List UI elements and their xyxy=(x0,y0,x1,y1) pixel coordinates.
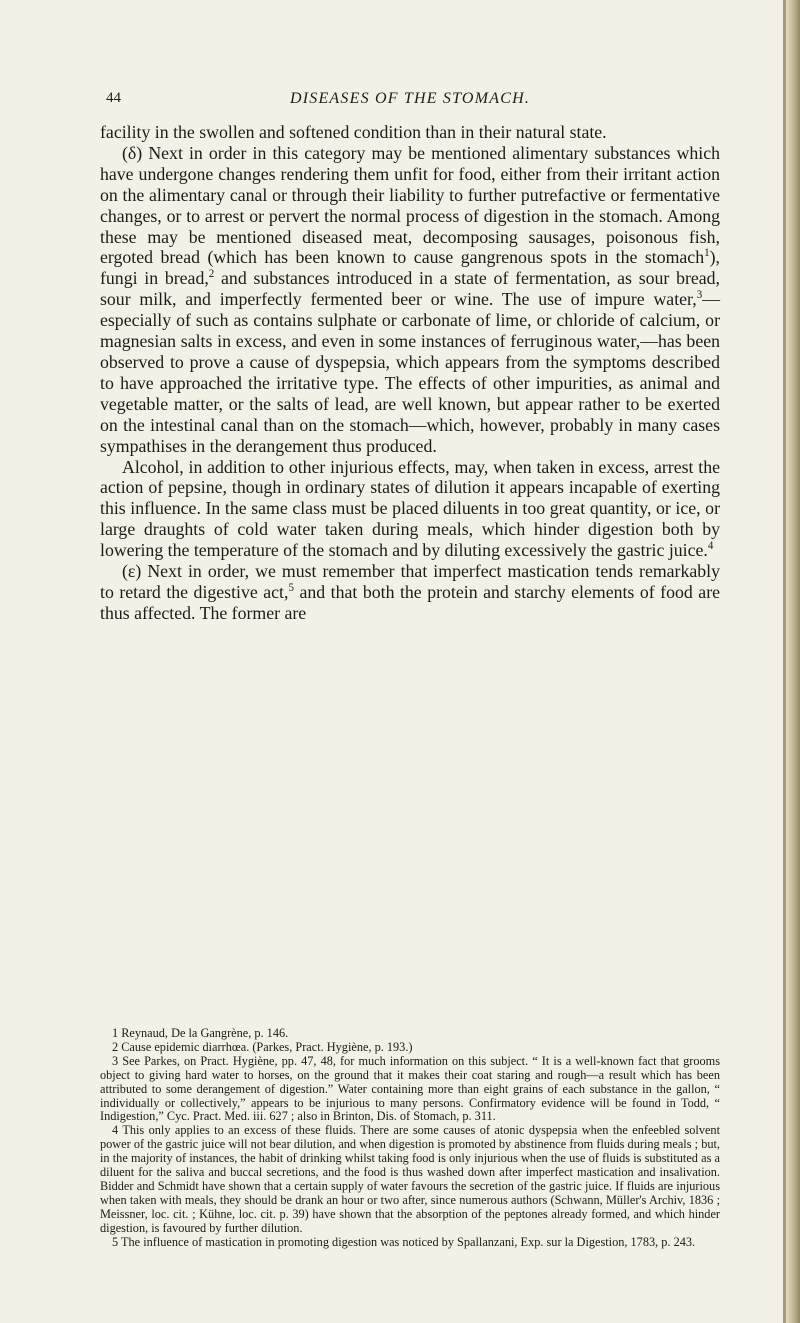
body-text xyxy=(100,122,720,624)
paragraph-text: and that both the protein and starchy elements of food are thus affected. The former are xyxy=(100,581,721,623)
paragraph-text: Alcohol, in addition to other injurious effects, may, when taken in excess, arrest the action of pepsine, though in ordinary states of dilution it appears incapable of exerting this influence. In the same class must be placed diluents in too great quantity, or ice, or large draughts of cold water taken during meals, which hinder digestion both by lowering the temperature of the stomach and by diluting excessively the gastric juice. xyxy=(100,456,720,561)
page-header xyxy=(100,90,720,116)
footnote-ref: 1 xyxy=(704,247,710,260)
running-head: DISEASES OF THE STOMACH. xyxy=(289,90,531,107)
paragraph-text: (ε) Next in order, we must remember that imperfect mastication tends remarkably to retard the digestive act, xyxy=(100,561,720,602)
paragraph-text: —especially of such as contains sulphate or carbonate of lime, or chloride of calcium, or magnesian salts in excess, and even in some instances of ferruginous water,—has been observed to prove a cause of dyspepsia, which appears from the symptoms described to have approached the irritative type. The effects of other impurities, as animal and vegetable matter, or the salts of lead, are well known, but appear rather to be exerted on the intestinal canal than on the stomach—which, however, probably in many cases sympathises in the derangement thus produced. xyxy=(100,289,720,456)
page-number: 44 xyxy=(106,90,121,106)
paragraph xyxy=(100,561,720,624)
footnote: 5 The influence of mastication in promoting digestion was noticed by Spallanzani, Exp. sur la Digestion, 1783, p. 243. xyxy=(112,1234,696,1249)
paragraph-text: facility in the swollen and softened condition than in their natural state. xyxy=(100,122,607,142)
footnote: 2 Cause epidemic diarrhœa. (Parkes, Pract. Hygiène, p. 193.) xyxy=(112,1039,413,1054)
footnote-ref: 4 xyxy=(707,540,714,553)
footnote-ref: 3 xyxy=(696,289,703,302)
paragraph xyxy=(100,143,720,457)
paragraph xyxy=(100,457,720,562)
paragraph-text: (δ) Next in order in this category may be mentioned alimentary substances which have undergone changes rendering them unfit for food, either from their irritant action on the alimentary canal or through their liability to further putrefactive or fermentative changes, or to arrest or pervert the normal process of digestion in the stomach. Among these may be mentioned diseased meat, decomposing sausages, poisonous fish, ergoted bread (which has been known to cause gangrenous spots in the stomach xyxy=(100,142,720,268)
paragraph-text: and substances introduced in a state of fermentation, as sour bread, sour milk, and imperfectly fermented beer or wine. The use of impure water, xyxy=(100,268,720,310)
paragraph-text: ), fungi in bread, xyxy=(100,247,720,289)
footnote: 1 Reynaud, De la Gangrène, p. 146. xyxy=(112,1026,289,1040)
footnote: 3 See Parkes, on Pract. Hygiène, pp. 47, 48, for much information on this subject. “ It is a well-known fact that grooms object to giving hard water to horses, on the ground that it makes their coat staring and rough—a result which has been attributed to some derangement of digestion.” Water containing more than eight grains of each substance in the gallon, “ individually or collectively,” appears to be injurious to many persons. Confirmatory evidence will be found in Todd, “ Indigestion,” Cyc. Pract. Med. iii. 627 ; also in Brinton, Dis. of Stomach, p. 311. xyxy=(100,1053,720,1124)
footnote: 4 This only applies to an excess of these fluids. There are some causes of atonic dyspepsia when the enfeebled solvent power of the gastric juice will not bear dilution, and when digestion is promoted by abstinence from fluids during meals ; but, in the majority of instances, the habit of drinking whilst taking food is only injurious when the use of fluids is substituted as a diluent for the saliva and buccal secretions, and the food is thus washed down after imperfect mastication and insalivation. Bidder and Schmidt have shown that a certain supply of water favours the secretion of the gastric juice. If fluids are injurious when taken with meals, they should be drank an hour or two after, since numerous authors (Schwann, Müller's Archiv, 1836 ; Meissner, loc. cit. ; Kühne, loc. cit. p. 39) have shown that the absorption of the peptones already formed, and which hinder digestion, is favoured by further dilution. xyxy=(100,1123,720,1235)
footnotes xyxy=(100,1027,720,1250)
paragraph xyxy=(100,122,720,143)
page-edge-shadow xyxy=(783,0,786,1323)
page-edge xyxy=(784,0,800,1323)
footnote-ref: 2 xyxy=(208,268,215,281)
footnote-ref: 5 xyxy=(288,582,294,595)
